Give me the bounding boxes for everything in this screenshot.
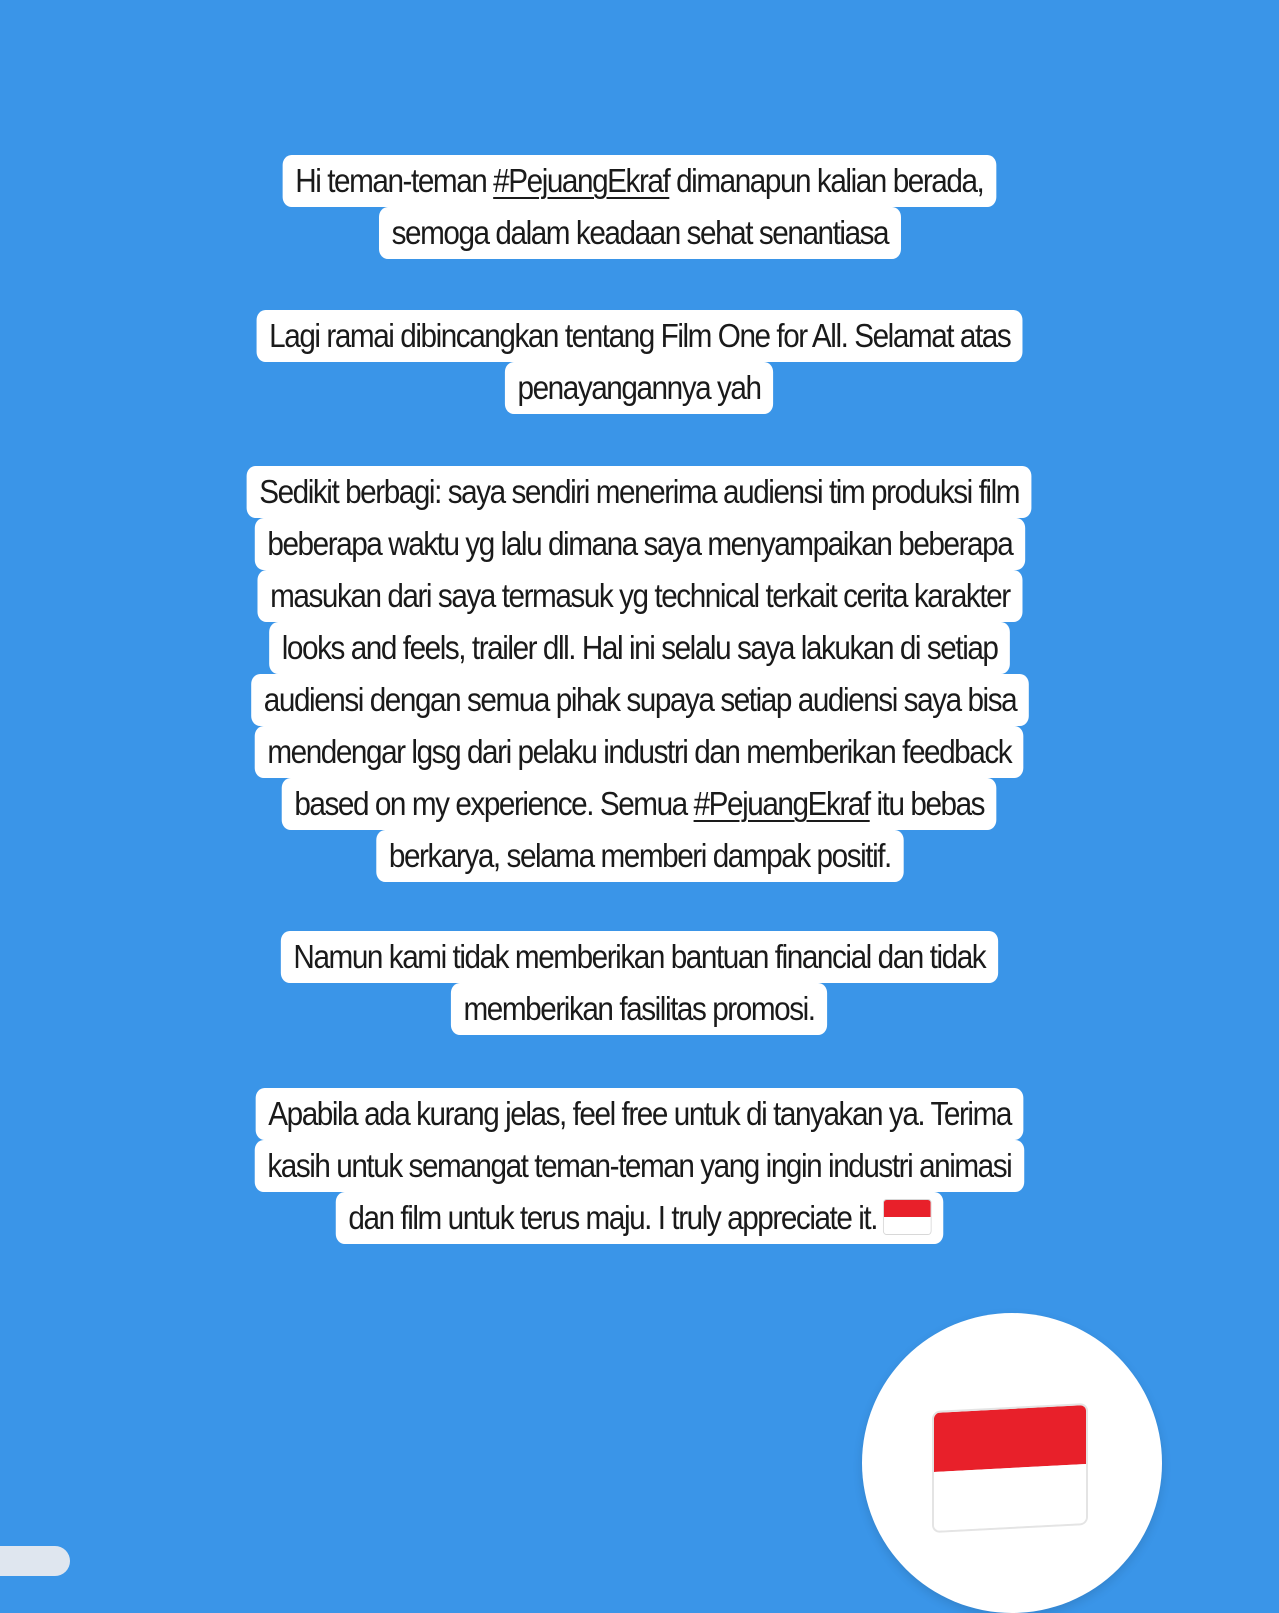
text-segment: dan film untuk terus maju. I truly appreciate it. <box>348 1199 877 1236</box>
text-block-sharing <box>0 466 1279 882</box>
text-line: looks and feels, trailer dll. Hal ini selalu saya lakukan di setiap <box>269 622 1010 674</box>
text-segment: itu bebas <box>869 785 985 822</box>
text-line: kasih untuk semangat teman-teman yang ingin industri animasi <box>255 1140 1024 1192</box>
text-line <box>282 778 997 830</box>
text-line <box>283 155 996 207</box>
text-line: beberapa waktu yg lalu dimana saya menyampaikan beberapa <box>254 518 1024 570</box>
text-block-greeting <box>0 155 1279 259</box>
corner-handle <box>0 1546 70 1576</box>
text-line: memberikan fasilitas promosi. <box>451 983 827 1035</box>
text-line: audiensi dengan semua pihak supaya setiap audiensi saya bisa <box>251 674 1029 726</box>
indonesia-flag-icon <box>884 1200 931 1234</box>
text-block-film <box>0 310 1279 414</box>
text-line: Apabila ada kurang jelas, feel free untuk di tanyakan ya. Terima <box>256 1088 1024 1140</box>
text-line: masukan dari saya termasuk yg technical terkait cerita karakter <box>257 570 1022 622</box>
text-line: berkarya, selama memberi dampak positif. <box>376 830 903 882</box>
hashtag-link[interactable]: #PejuangEkraf <box>493 162 670 199</box>
flag-sticker[interactable] <box>862 1313 1162 1613</box>
text-block-closing <box>0 1088 1279 1244</box>
text-line: Lagi ramai dibincangkan tentang Film One for All. Selamat atas <box>256 310 1022 362</box>
text-block-disclaimer <box>0 931 1279 1035</box>
text-line: semoga dalam keadaan sehat senantiasa <box>379 207 901 259</box>
text-segment: Hi teman-teman <box>295 162 494 199</box>
text-line <box>336 1192 944 1244</box>
text-line: Sedikit berbagi: saya sendiri menerima audiensi tim produksi film <box>247 466 1032 518</box>
text-segment: based on my experience. Semua <box>294 785 694 822</box>
text-segment: dimanapun kalian berada, <box>669 162 984 199</box>
text-line: Namun kami tidak memberikan bantuan financial dan tidak <box>281 931 998 983</box>
text-line: mendengar lgsg dari pelaku industri dan memberikan feedback <box>255 726 1024 778</box>
indonesia-flag-icon <box>934 1405 1086 1531</box>
hashtag-link[interactable]: #PejuangEkraf <box>693 785 870 822</box>
text-line: penayangannya yah <box>505 362 773 414</box>
